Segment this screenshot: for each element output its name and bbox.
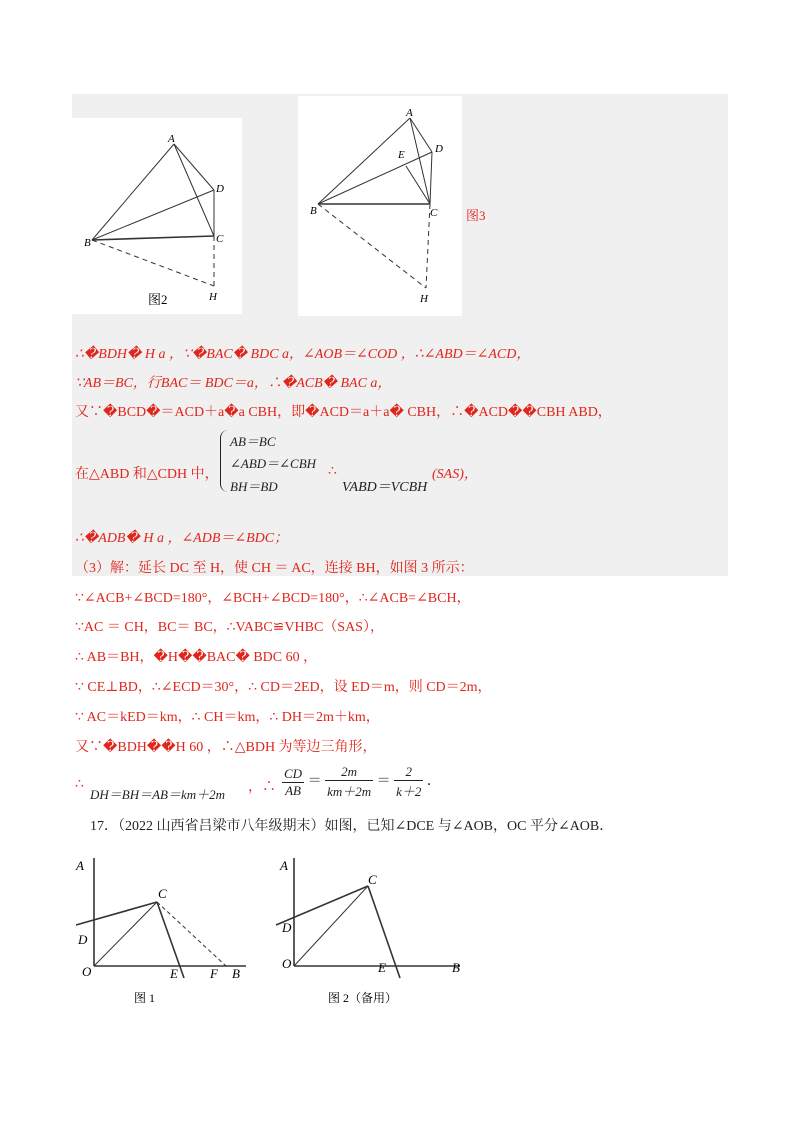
- fig3-label-h: H: [420, 293, 428, 305]
- q1-label-e: E: [170, 966, 178, 981]
- solution-line-8: ∵AC ＝ CH，BC＝ BC，∴VABC≌VHBC（SAS），: [75, 620, 384, 635]
- q1-label-d: D: [78, 932, 88, 947]
- q2-label-b: B: [452, 960, 460, 975]
- q1-label-o: O: [82, 964, 92, 979]
- fig2-label-c: C: [216, 233, 224, 245]
- solution-line-2: ∵AB＝BC，行BAC＝ BDC＝a，∴�ACB� BAC a，: [75, 376, 392, 391]
- system-eq-1: AB＝BC: [230, 434, 276, 449]
- fig2-label-b: B: [84, 237, 91, 249]
- q1-caption: 图 1: [134, 991, 156, 1005]
- solution-line-4-congruence: VABD＝VCBH: [342, 480, 428, 495]
- solution-line-4-therefore: ∴: [328, 464, 337, 479]
- fraction-2m: $\frac{2m}{km+2m}$: [327, 764, 372, 799]
- solution-line-13-prefix: ∴: [75, 777, 84, 792]
- solution-line-4-reason: (SAS)，: [432, 467, 478, 482]
- solution-line-1: ∴�BDH� H a ，∵�BAC� BDC a，∠AOB＝∠COD ，∴∠ABD＝∠ACD，: [75, 347, 531, 362]
- figure-3-panel: [298, 96, 462, 316]
- fig3-label-e: E: [398, 149, 405, 161]
- solution-line-3: 又∵�BCD�＝ACD＋a�a CBH，即�ACD＝a＋a� CBH，∴�ACD��CBH ABD，: [75, 405, 612, 420]
- problem-17-figure-2: [272, 848, 472, 1018]
- figure-2: [72, 118, 242, 314]
- fig3-label-d: D: [435, 143, 443, 155]
- q1-label-a: A: [76, 858, 84, 873]
- q2-label-o: O: [282, 956, 292, 971]
- fig3-label-b: B: [310, 205, 317, 217]
- problem-17-text: 17．（2022 山西省吕梁市八年级期末）如图，已知∠DCE 与∠AOB，OC 平分∠AOB．: [90, 819, 614, 834]
- problem-17-figure-1: [70, 848, 260, 1018]
- q2-label-e: E: [378, 960, 386, 975]
- q1-label-c: C: [158, 886, 167, 901]
- solution-line-12: 又∵�BDH��H 60 ，∴△BDH 为等边三角形，: [75, 740, 377, 755]
- fig3-label-c: C: [430, 207, 438, 219]
- system-eq-3: BH＝BD: [230, 479, 278, 494]
- solution-line-11: ∵ AC＝kED＝km，∴ CH＝km，∴ DH＝2m＋km，: [75, 710, 380, 725]
- q2-label-d: D: [282, 920, 292, 935]
- fig3-label-a: A: [406, 107, 413, 119]
- solution-line-13-sep: ，∴: [248, 780, 276, 795]
- fig2-label-h: H: [209, 291, 217, 303]
- q2-caption: 图 2（备用）: [328, 991, 398, 1005]
- solution-line-5: ∴�ADB� H a ，∠ADB＝∠BDC；: [75, 531, 289, 546]
- solution-line-13-main: DH＝BH＝AB＝km＋2m: [90, 787, 226, 802]
- q2-label-a: A: [280, 858, 288, 873]
- fraction-2-k: $\frac{2}{k+2}$: [396, 764, 422, 799]
- solution-line-6: （3）解：延长 DC 至 H，使 CH ＝ AC，连接 BH，如图 3 所示：: [75, 561, 474, 576]
- q1-label-b: B: [232, 966, 240, 981]
- fig3-caption: 图3: [466, 208, 486, 223]
- solution-fractions: $\frac{CD}{AB}$ ＝ $\frac{2m}{km+2m}$ ＝ $\frac{2}{k+2}$ ．: [284, 764, 441, 799]
- figure-2-panel: [72, 118, 242, 314]
- solution-line-7: ∵∠ACB+∠BCD=180°，∠BCH+∠BCD=180°，∴∠ACB=∠BCH，: [75, 591, 471, 606]
- solution-line-4-prefix: 在△ABD 和△CDH 中，: [75, 467, 219, 482]
- fraction-cd-ab: $\frac{CD}{AB}$: [284, 765, 303, 798]
- figure-3: [298, 96, 462, 316]
- solution-line-9: ∴ AB＝BH，�H��BAC� BDC 60 ，: [75, 650, 318, 665]
- system-eq-2: ∠ABD＝∠CBH: [230, 456, 317, 471]
- fig2-label-a: A: [168, 133, 175, 145]
- q1-label-f: F: [210, 966, 218, 981]
- fig2-caption: 图2: [148, 292, 168, 307]
- solution-line-10: ∵ CE⊥BD，∴∠ECD＝30°，∴ CD＝2ED，设 ED＝m，则 CD＝2m，: [75, 680, 492, 695]
- q2-label-c: C: [368, 872, 377, 887]
- fig2-label-d: D: [216, 183, 224, 195]
